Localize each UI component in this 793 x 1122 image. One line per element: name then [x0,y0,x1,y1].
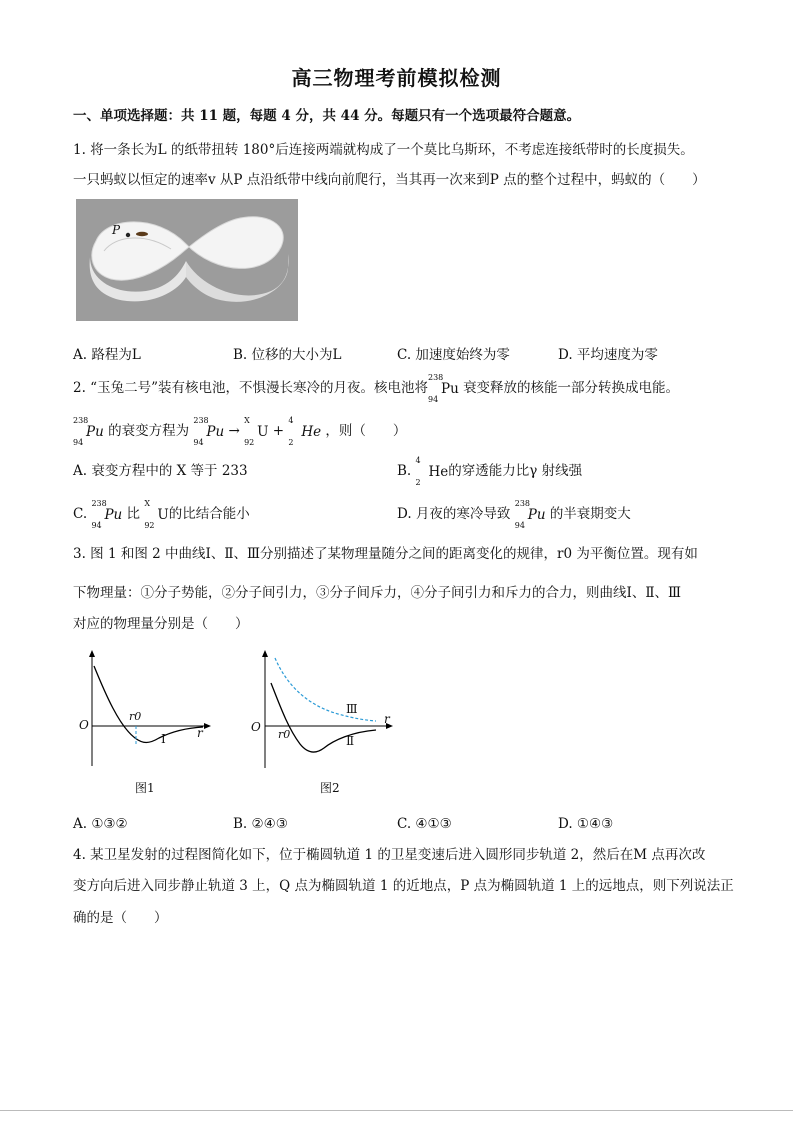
mobius-strip-photo [76,199,298,321]
q2-option-b-text: 的穿透能力比γ 射线强 [448,463,583,479]
he-z: 2 [288,437,294,447]
u-nuclide-c [144,498,169,530]
q3-option-c[interactable]: C. ④①③ [397,816,452,832]
pu-z: 94 [73,437,84,447]
pu-nuclide-3 [193,415,225,447]
fig1-y-arrow-icon [89,650,95,657]
fig1-r0-label: r0 [129,710,142,723]
pu-nuclide-2 [73,415,104,447]
q1-option-c[interactable]: C. 加速度始终为零 [397,347,510,363]
q2-option-c-text1: 比 [126,506,141,522]
pu-mass: 238 [193,415,209,425]
q2-option-d-text2: 的半衰期变大 [549,506,631,522]
q2-option-c-text2: 的比结合能小 [168,506,250,522]
fig2-y-arrow-icon [262,650,268,657]
fig2-origin-label: O [251,720,261,734]
fig1-curve-label: Ⅰ [161,732,166,746]
figure-1 [75,648,215,768]
fig1-r-label: r [197,726,203,740]
fig2-r0-label: r0 [278,728,291,741]
q2-text-line2 [73,415,407,447]
page-bottom-rule [0,1110,793,1111]
u-symbol: U [157,506,169,523]
pu-nuclide [427,372,459,404]
q2-line2-a: 的衰变方程为 [108,423,190,439]
pu-mass: 238 [427,372,444,382]
fig2-curve-iii-label: Ⅲ [346,702,358,716]
q2-line1-a: 2. “玉兔二号”装有核电池，不惧漫长寒冷的月夜。核电池将 [73,380,428,396]
fig1-origin-label: O [79,718,89,732]
figure-1-graph [75,648,215,768]
q2-option-b[interactable] [397,455,583,487]
q3-option-d[interactable]: D. ①④③ [558,816,614,832]
page-title: 高三物理考前模拟检测 [291,66,502,90]
fig1-x-arrow-icon [204,723,211,729]
pu-z: 94 [193,437,204,447]
q3-text-line1: 3. 图 1 和图 2 中曲线Ⅰ、Ⅱ、Ⅲ分别描述了某物理量随分之间的距离变化的规律，r0 为平衡位置。现有如 [73,546,698,562]
u-nuclide [244,415,269,447]
pu-symbol: Pu [104,506,123,523]
q3-text-line2: 下物理量：①分子势能，②分子间引力，③分子间斥力，④分子间引力和斥力的合力，则曲线Ⅰ、Ⅱ、Ⅲ [73,585,682,601]
fig2-curve-ii-label: Ⅱ [346,734,355,748]
q2-option-b-label: B. [397,463,412,479]
fig1-curve-i [94,666,203,743]
q1-text-line1: 1. 将一条长为L 的纸带扭转 180°后连接两端就构成了一个莫比乌斯环，不考虑连接纸带时的长度损失。 [73,142,694,158]
q2-option-d[interactable] [397,498,631,530]
q2-option-d-text1: D. 月夜的寒冷导致 [397,506,511,522]
mobius-strip-illustration [76,199,298,321]
pu-symbol: Pu [527,506,546,523]
q4-text-line3: 确的是（ ） [73,910,168,926]
section-heading: 一、单项选择题：共 11 题，每题 4 分，共 44 分。每题只有一个选项最符合题意。 [73,108,581,124]
q2-line2-b: ，则（ ） [325,423,407,439]
pu-z: 94 [514,520,525,530]
q2-option-c[interactable] [73,498,250,530]
pu-symbol: Pu [206,423,225,440]
fig2-curve-ii [271,683,376,752]
figure-2-graph [248,648,398,770]
he-z: 2 [415,477,421,487]
figure-2-caption: 图2 [320,781,340,795]
q2-line1-b: 衰变释放的核能一部分转换成电能。 [463,380,680,396]
pu-symbol: Pu [440,380,459,397]
u-mass: X [244,415,250,425]
u-z: 92 [144,520,155,530]
pu-symbol: Pu [86,423,104,440]
pu-nuclide-c [91,498,123,530]
q2-option-a[interactable]: A. 衰变方程中的 X 等于 233 [73,463,248,479]
pu-mass: 238 [91,498,107,508]
q1-option-d[interactable]: D. 平均速度为零 [558,347,658,363]
he-nuclide-b [415,455,449,487]
u-mass: X [144,498,151,508]
q4-text-line2: 变方向后进入同步静止轨道 3 上，Q 点为椭圆轨道 1 的近地点，P 点为椭圆轨道 1 上的远地点，则下列说法正 [73,878,734,894]
plus-symbol: + [272,423,285,439]
ant-icon [136,232,148,236]
u-z: 92 [244,437,255,447]
q1-option-b[interactable]: B. 位移的大小为L [233,347,342,363]
q1-option-a[interactable]: A. 路程为L [73,347,141,363]
q2-text-line1 [73,372,680,404]
point-p-marker [126,233,130,237]
q4-text-line1: 4. 某卫星发射的过程图简化如下，位于椭圆轨道 1 的卫星变速后进入圆形同步轨道 2，然后在M 点再次改 [73,847,706,863]
figure-1-caption: 图1 [135,781,155,795]
pu-mass: 238 [73,415,89,425]
q3-option-a[interactable]: A. ①③② [73,816,128,832]
he-mass: 4 [288,415,294,425]
pu-nuclide-d [514,498,546,530]
pu-mass: 238 [514,498,531,508]
pu-z: 94 [91,520,102,530]
he-symbol: He [301,423,322,440]
fig2-r-label: r [384,712,390,726]
q1-text-line2: 一只蚂蚁以恒定的速率v 从P 点沿纸带中线向前爬行，当其再一次来到P 点的整个过程中，蚂蚁的（ ） [73,172,706,188]
q3-option-b[interactable]: B. ②④③ [233,816,288,832]
fig2-curve-iii [275,658,376,721]
he-symbol: He [428,463,449,480]
q2-option-c-label: C. [73,506,88,522]
he-nuclide [288,415,322,447]
he-mass: 4 [415,455,421,465]
figure-2 [248,648,398,770]
arrow-symbol: → [228,423,240,439]
q3-text-line3: 对应的物理量分别是（ ） [73,616,249,632]
u-symbol: U [257,423,269,440]
photo-label-p: P [112,223,121,237]
pu-z: 94 [427,394,439,404]
